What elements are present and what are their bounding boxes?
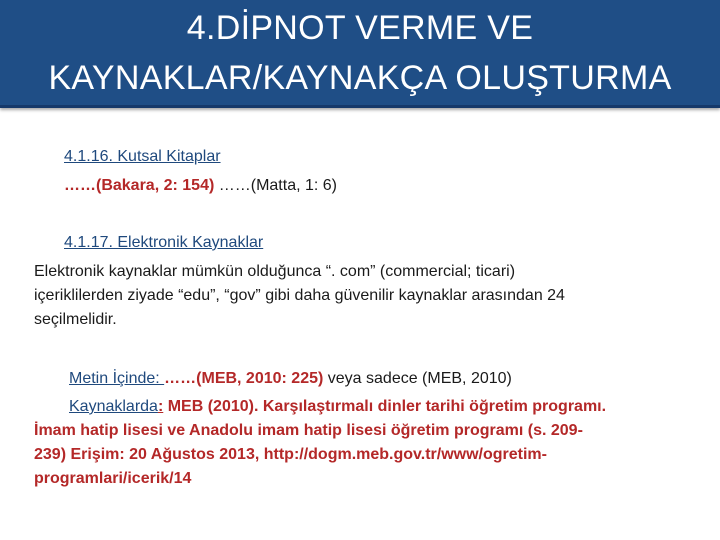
title-line-1: 4.DİPNOT VERME VE (186, 9, 534, 47)
electronic-body-line-2: içeriklilerden ziyade “edu”, “gov” gibi daha güvenilir kaynaklar arasından 24 (34, 287, 565, 304)
references-colon: : (157, 398, 164, 415)
in-text-rest: veya sadece (MEB, 2010) (323, 370, 512, 387)
title-line-2: KAYNAKLAR/KAYNAKÇA OLUŞTURMA (48, 59, 672, 97)
electronic-body-line-3: seçilmelidir. (34, 311, 117, 328)
electronic-body-line-1: Elektronik kaynaklar mümkün olduğunca “. com” (commercial; ticari) (34, 263, 516, 280)
title-banner (0, 0, 720, 108)
page-title (0, 3, 720, 103)
in-text-citation: ……(MEB, 2010: 225) (164, 370, 324, 387)
references-text-2: İmam hatip lisesi ve Anadolu imam hatip lisesi öğretim programı (s. 209- (34, 422, 583, 439)
citation-bakara: ……(Bakara, 2: 154) (64, 177, 215, 194)
references-text-3: 239) Erişim: 20 Ağustos 2013, http://dogm.meb.gov.tr/www/ogretim- (34, 446, 547, 463)
holy-books-examples (64, 175, 337, 197)
heading-electronic-sources: 4.1.17. Elektronik Kaynaklar (64, 234, 264, 251)
citation-matta: ……(Matta, 1: 6) (214, 177, 337, 194)
references-text-1: MEB (2010). Karşılaştırmalı dinler tarihi öğretim programı. (163, 398, 607, 415)
references-text-4: programlari/icerik/14 (34, 470, 192, 487)
heading-holy-books: 4.1.16. Kutsal Kitaplar (64, 148, 221, 165)
in-text-label: Metin İçinde: (69, 370, 165, 387)
in-text-example (69, 368, 512, 390)
references-label: Kaynaklarda (69, 398, 158, 415)
references-example-line-1 (69, 396, 606, 418)
